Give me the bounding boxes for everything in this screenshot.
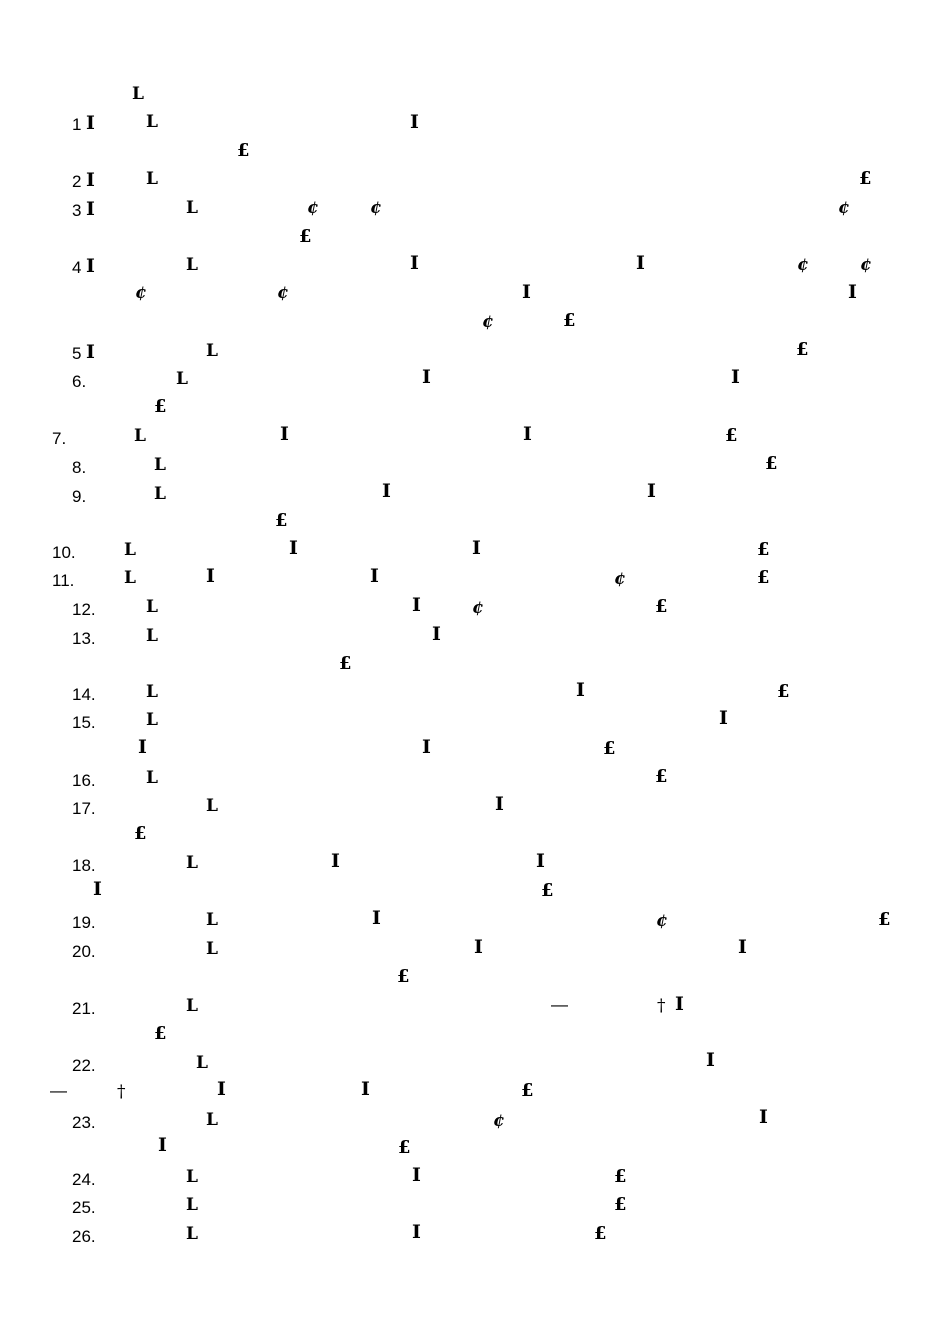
line-number: 24. [72, 1170, 96, 1189]
glyph-i-dot: I [523, 423, 532, 445]
glyph-l: L [186, 198, 198, 218]
glyph-pound: £ [521, 1080, 534, 1101]
glyph-i-dot: I [372, 907, 381, 929]
glyph-i-dot: I [280, 423, 289, 445]
glyph-i-dot: I [206, 565, 215, 587]
line-number: 15. [72, 713, 96, 732]
glyph-cent: ¢ [307, 198, 319, 218]
glyph-cent: ¢ [656, 911, 668, 931]
glyph-cent: ¢ [797, 255, 809, 275]
glyph-pound: £ [299, 226, 312, 247]
glyph-l: L [132, 84, 144, 104]
glyph-pound: £ [859, 168, 872, 189]
glyph-i-dot: I [412, 1221, 421, 1243]
glyph-l: L [176, 369, 188, 389]
line-number: 12. [72, 600, 96, 619]
glyph-i-ligature: I [86, 255, 95, 277]
line-number: 13. [72, 629, 96, 648]
line-number: 10. [52, 543, 76, 562]
glyph-i-ligature: I [86, 341, 95, 363]
glyph-l: L [134, 426, 146, 446]
glyph-l: L [146, 682, 158, 702]
glyph-i-dot: I [138, 736, 147, 758]
line-number: 18. [72, 856, 96, 875]
glyph-l: L [124, 568, 136, 588]
glyph-i-dot: I [474, 936, 483, 958]
line-number: 20. [72, 942, 96, 961]
glyph-i-dot: I [412, 1164, 421, 1186]
glyph-i-dot: I [410, 252, 419, 274]
glyph-i-dot: I [289, 537, 298, 559]
glyph-i-dot: I [495, 793, 504, 815]
glyph-l: L [206, 796, 218, 816]
glyph-cent: ¢ [860, 255, 872, 275]
glyph-pound: £ [339, 653, 352, 674]
glyph-pound: £ [765, 453, 778, 474]
glyph-pound: £ [397, 966, 410, 987]
glyph-i-dot: I [647, 480, 656, 502]
glyph-cent: ¢ [614, 569, 626, 589]
glyph-i-dot: I [412, 594, 421, 616]
glyph-i-dot: I [719, 707, 728, 729]
glyph-i-dot: I [472, 537, 481, 559]
glyph-pound: £ [878, 909, 891, 930]
glyph-pound: £ [614, 1166, 627, 1187]
glyph-cent: ¢ [493, 1111, 505, 1131]
glyph-pound: £ [757, 539, 770, 560]
glyph-pound: £ [757, 567, 770, 588]
glyph-i-dot: I [848, 281, 857, 303]
glyph-i-dot: I [675, 993, 684, 1015]
line-number: 14. [72, 685, 96, 704]
glyph-i-dot: I [422, 736, 431, 758]
glyph-dagger: † [117, 1082, 126, 1102]
glyph-em-dash: — [551, 995, 568, 1014]
glyph-i-dot: I [536, 850, 545, 872]
line-number: 3 [72, 201, 82, 220]
glyph-pound: £ [398, 1137, 411, 1158]
glyph-i-dot: I [422, 366, 431, 388]
glyph-pound: £ [154, 396, 167, 417]
glyph-i-dot: I [522, 281, 531, 303]
line-number: 21. [72, 999, 96, 1018]
glyph-pound: £ [777, 681, 790, 702]
line-number: 2 [72, 172, 82, 191]
glyph-cent: ¢ [838, 198, 850, 218]
glyph-l: L [124, 540, 136, 560]
glyph-i-ligature: I [86, 198, 95, 220]
glyph-pound: £ [614, 1194, 627, 1215]
glyph-pound: £ [655, 596, 668, 617]
glyph-l: L [146, 169, 158, 189]
glyph-i-dot: I [731, 366, 740, 388]
glyph-i-dot: I [636, 252, 645, 274]
glyph-l: L [186, 1224, 198, 1244]
glyph-pound: £ [563, 310, 576, 331]
glyph-pound: £ [541, 880, 554, 901]
glyph-i-dot: I [158, 1134, 167, 1156]
line-number: 23. [72, 1113, 96, 1132]
glyph-l: L [154, 455, 166, 475]
glyph-i-dot: I [382, 480, 391, 502]
glyph-pound: £ [655, 766, 668, 787]
line-number: 26. [72, 1227, 96, 1246]
glyph-em-dash: — [50, 1081, 67, 1100]
glyph-l: L [206, 341, 218, 361]
line-number: 19. [72, 913, 96, 932]
glyph-pound: £ [237, 140, 250, 161]
glyph-cent: ¢ [370, 198, 382, 218]
glyph-i-dot: I [410, 111, 419, 133]
line-number: 9. [72, 487, 87, 506]
glyph-l: L [186, 853, 198, 873]
glyph-i-dot: I [361, 1078, 370, 1100]
glyph-i-dot: I [331, 850, 340, 872]
line-number: 1 [72, 115, 82, 134]
glyph-cent: ¢ [472, 598, 484, 618]
glyph-pound: £ [154, 1023, 167, 1044]
glyph-l: L [186, 255, 198, 275]
line-number: 17. [72, 799, 96, 818]
glyph-cent: ¢ [482, 312, 494, 332]
glyph-cent: ¢ [277, 283, 289, 303]
glyph-l: L [146, 768, 158, 788]
line-number: 8. [72, 458, 87, 477]
glyph-i-ligature: I [86, 169, 95, 191]
glyph-pound: £ [594, 1223, 607, 1244]
glyph-l: L [206, 910, 218, 930]
glyph-l: L [186, 1167, 198, 1187]
glyph-i-dot: I [706, 1049, 715, 1071]
glyph-i-dot: I [759, 1106, 768, 1128]
glyph-pound: £ [275, 510, 288, 531]
glyph-l: L [186, 996, 198, 1016]
glyph-i-dot: I [217, 1078, 226, 1100]
glyph-dagger: † [657, 996, 666, 1016]
glyph-pound: £ [725, 425, 738, 446]
glyph-i-dot: I [93, 878, 102, 900]
glyph-i-dot: I [738, 936, 747, 958]
glyph-cent: ¢ [135, 283, 147, 303]
glyph-i-ligature: I [86, 112, 95, 134]
glyph-l: L [154, 484, 166, 504]
glyph-l: L [146, 710, 158, 730]
line-number: 6. [72, 372, 87, 391]
line-number: 25. [72, 1198, 96, 1217]
glyph-pound: £ [134, 823, 147, 844]
glyph-l: L [146, 597, 158, 617]
glyph-i-dot: I [432, 623, 441, 645]
glyph-l: L [146, 112, 158, 132]
glyph-l: L [206, 1110, 218, 1130]
glyph-i-dot: I [576, 679, 585, 701]
glyph-pound: £ [603, 738, 616, 759]
glyph-l: L [146, 626, 158, 646]
glyph-l: L [196, 1053, 208, 1073]
line-number: 16. [72, 771, 96, 790]
line-number: 4 [72, 258, 82, 277]
glyph-i-dot: I [370, 565, 379, 587]
line-number: 7. [52, 429, 67, 448]
glyph-l: L [206, 939, 218, 959]
glyph-l: L [186, 1195, 198, 1215]
line-number: 11. [52, 571, 75, 590]
line-number: 5 [72, 344, 82, 363]
glyph-pound: £ [796, 339, 809, 360]
line-number: 22. [72, 1056, 96, 1075]
